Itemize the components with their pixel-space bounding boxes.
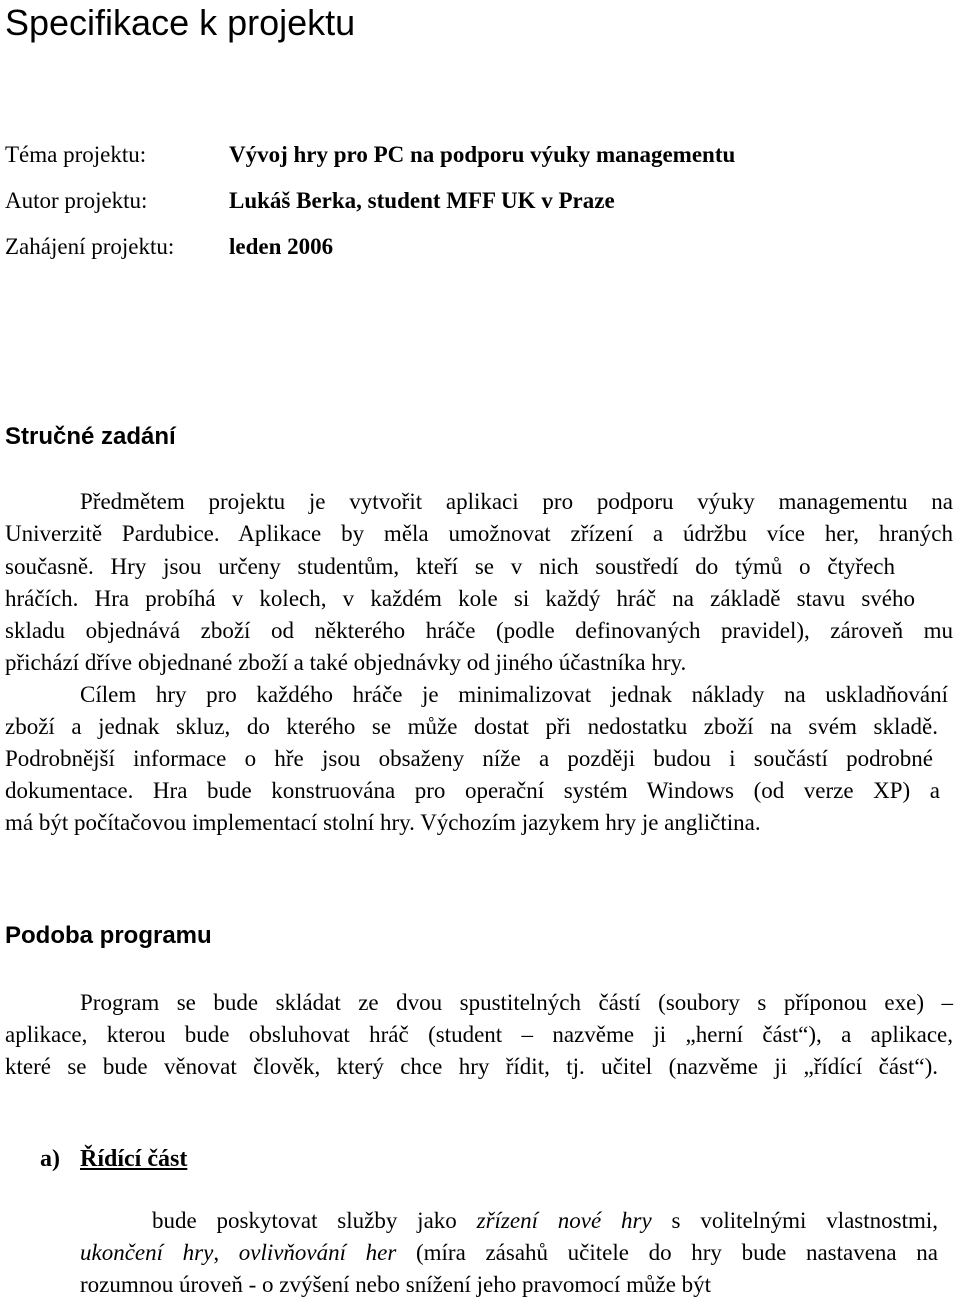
brief-p1-line: přichází dříve objednané zboží a také objednávky od jiného účastníka hry. [5, 650, 687, 675]
program-line: které se bude věnovat člověk, který chce hry řídit, tj. učitel (nazvěme ji „řídící část“). [5, 1054, 938, 1079]
page-title: Specifikace k projektu [5, 2, 356, 43]
brief-p2-line: zboží a jednak skluz, do kterého se může dostat při nedostatku zboží na svém skladě. [5, 714, 938, 739]
section-a-emphasis: ukončení hry [80, 1240, 214, 1265]
section-a-letter: a) [40, 1146, 60, 1172]
section-a-text: s volitelnými vlastnostmi, [651, 1208, 939, 1233]
section-a-line-1 [152, 1208, 938, 1234]
program-heading: Podoba programu [5, 922, 212, 949]
brief-p1-line: skladu objednává zboží od některého hráče (podle definovaných pravidel), zároveň mu [5, 618, 953, 643]
program-line: aplikace, kterou bude obsluhovat hráč (student – nazvěme ji „herní část“), a aplikace, [5, 1022, 953, 1047]
section-a-emphasis: zřízení nové hry [476, 1208, 652, 1233]
brief-heading: Stručné zadání [5, 423, 176, 450]
section-a-text: bude poskytovat služby jako [152, 1208, 477, 1233]
brief-p1-line: Předmětem projektu je vytvořit aplikaci pro podporu výuky managementu na [80, 489, 953, 514]
section-a-text: , [213, 1240, 239, 1265]
brief-p1-line: hráčích. Hra probíhá v kolech, v každém kole si každý hráč na základě stavu svého [5, 586, 915, 611]
brief-p2-line: dokumentace. Hra bude konstruována pro operační systém Windows (od verze XP) a [5, 778, 940, 803]
brief-p2-line: Cílem hry pro každého hráče je minimalizovat jednak náklady na uskladňování [80, 682, 948, 707]
author-label: Autor projektu: [5, 188, 148, 213]
section-a-emphasis: ovlivňování her [238, 1240, 397, 1265]
section-a-title: Řídící část [80, 1146, 188, 1172]
brief-p1-line: Univerzitě Pardubice. Aplikace by měla umožnovat zřízení a údržbu více her, hraných [5, 521, 953, 546]
topic-label: Téma projektu: [5, 142, 147, 167]
start-label: Zahájení projektu: [5, 234, 175, 259]
brief-p2-line: Podrobnější informace o hře jsou obsaženy níže a později budou i součástí podrobné [5, 746, 933, 771]
author-value: Lukáš Berka, student MFF UK v Praze [229, 188, 615, 213]
section-a-line-2 [80, 1240, 938, 1266]
section-a-text: (míra zásahů učitele do hry bude nastavena na [396, 1240, 938, 1265]
topic-value: Vývoj hry pro PC na podporu výuky managementu [229, 142, 736, 167]
brief-p1-line: současně. Hry jsou určeny studentům, kteří se v nich soustředí do týmů o čtyřech [5, 554, 895, 579]
brief-p2-line: má být počítačovou implementací stolní hry. Výchozím jazykem hry je angličtina. [5, 810, 761, 835]
start-value: leden 2006 [229, 234, 334, 259]
program-line: Program se bude skládat ze dvou spustitelných částí (soubory s příponou exe) – [80, 990, 953, 1015]
section-a-line-3: rozumnou úroveň - o zvýšení nebo snížení jeho pravomocí může být [80, 1272, 712, 1297]
